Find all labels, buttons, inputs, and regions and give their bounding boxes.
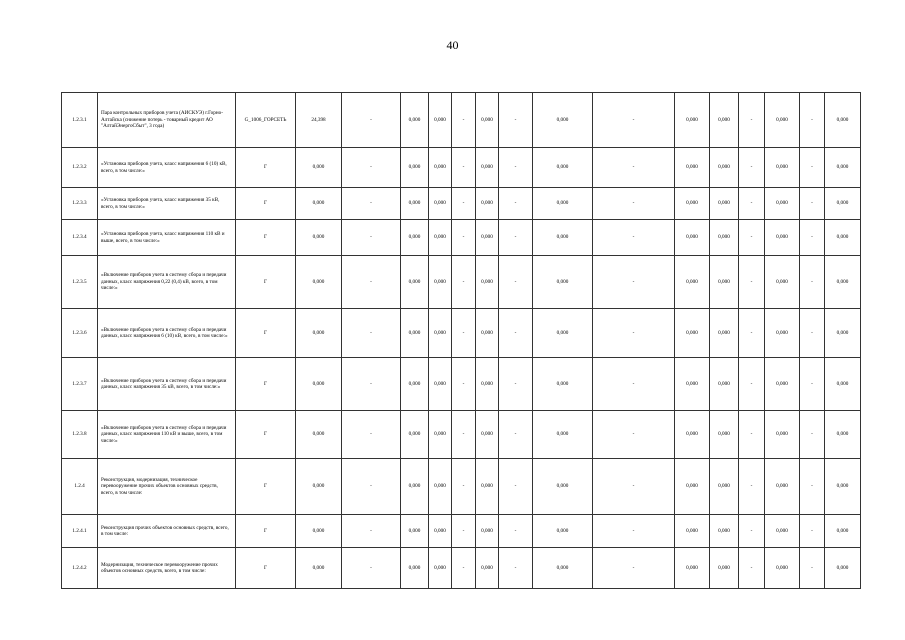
cell-c9: - xyxy=(593,548,675,589)
cell-c3: 0,000 xyxy=(401,548,429,589)
cell-c12: - xyxy=(739,515,765,548)
cell-c15: 0,000 xyxy=(825,358,861,411)
cell-c13: 0,000 xyxy=(765,459,800,515)
cell-c2: - xyxy=(342,515,401,548)
cell-c2: - xyxy=(342,188,401,220)
cell-c5: - xyxy=(452,459,476,515)
cell-c5: - xyxy=(452,515,476,548)
cell-c13: 0,000 xyxy=(765,548,800,589)
cell-c5: - xyxy=(452,220,476,256)
cell-c2: - xyxy=(342,358,401,411)
cell-c9: - xyxy=(593,256,675,309)
cell-c11: 0,000 xyxy=(710,220,739,256)
cell-c9: - xyxy=(593,515,675,548)
cell-code: 1.2.3.5 xyxy=(62,256,98,309)
cell-c6: 0,000 xyxy=(476,93,499,148)
cell-c15: 0,000 xyxy=(825,515,861,548)
cell-c9: - xyxy=(593,459,675,515)
cell-code: 1.2.3.2 xyxy=(62,148,98,188)
cell-code: 1.2.4.2 xyxy=(62,548,98,589)
cell-c14: - xyxy=(800,93,825,148)
cell-c3: 0,000 xyxy=(401,309,429,358)
cell-id: Г xyxy=(236,515,296,548)
cell-c13: 0,000 xyxy=(765,220,800,256)
cell-name: «Установка приборов учета, класс напряжения 35 кВ, всего, в том числе:» xyxy=(98,188,236,220)
cell-c7: - xyxy=(499,309,533,358)
cell-c10: 0,000 xyxy=(675,309,710,358)
cell-c7: - xyxy=(499,220,533,256)
cell-c11: 0,000 xyxy=(710,93,739,148)
cell-c7: - xyxy=(499,256,533,309)
cell-c11: 0,000 xyxy=(710,256,739,309)
cell-c6: 0,000 xyxy=(476,148,499,188)
cell-code: 1.2.3.6 xyxy=(62,309,98,358)
cell-c10: 0,000 xyxy=(675,548,710,589)
cell-c8: 0,000 xyxy=(533,256,593,309)
cell-c10: 0,000 xyxy=(675,148,710,188)
cell-c5: - xyxy=(452,358,476,411)
cell-c1: 0,000 xyxy=(296,220,342,256)
cell-c2: - xyxy=(342,309,401,358)
cell-c7: - xyxy=(499,548,533,589)
cell-c3: 0,000 xyxy=(401,459,429,515)
table-row xyxy=(62,548,861,589)
cell-c13: 0,000 xyxy=(765,256,800,309)
cell-c14: - xyxy=(800,411,825,459)
cell-c12: - xyxy=(739,459,765,515)
cell-c4: 0,000 xyxy=(429,220,452,256)
cell-c4: 0,000 xyxy=(429,256,452,309)
cell-c7: - xyxy=(499,515,533,548)
cell-c15: 0,000 xyxy=(825,256,861,309)
cell-c2: - xyxy=(342,148,401,188)
cell-id: G_1006_ГОРСЕТЬ xyxy=(236,93,296,148)
cell-c14: - xyxy=(800,548,825,589)
cell-c11: 0,000 xyxy=(710,548,739,589)
cell-c4: 0,000 xyxy=(429,93,452,148)
cell-c15: 0,000 xyxy=(825,93,861,148)
cell-c1: 0,000 xyxy=(296,459,342,515)
cell-c1: 24,398 xyxy=(296,93,342,148)
cell-c15: 0,000 xyxy=(825,411,861,459)
cell-id: Г xyxy=(236,188,296,220)
cell-c4: 0,000 xyxy=(429,188,452,220)
cell-c9: - xyxy=(593,188,675,220)
cell-c12: - xyxy=(739,411,765,459)
cell-c14: - xyxy=(800,148,825,188)
table-row xyxy=(62,148,861,188)
cell-c6: 0,000 xyxy=(476,309,499,358)
cell-c8: 0,000 xyxy=(533,309,593,358)
cell-c13: 0,000 xyxy=(765,515,800,548)
cell-c13: 0,000 xyxy=(765,309,800,358)
cell-c1: 0,000 xyxy=(296,515,342,548)
cell-c8: 0,000 xyxy=(533,548,593,589)
cell-c1: 0,000 xyxy=(296,548,342,589)
cell-c15: 0,000 xyxy=(825,309,861,358)
cell-c15: 0,000 xyxy=(825,220,861,256)
cell-c14: - xyxy=(800,515,825,548)
cell-c4: 0,000 xyxy=(429,309,452,358)
cell-c1: 0,000 xyxy=(296,411,342,459)
cell-c2: - xyxy=(342,548,401,589)
cell-name: «Включение приборов учета в систему сбора и передачи данных, класс напряжения 0,22 (0,4) кВ, всего, в том числе:» xyxy=(98,256,236,309)
cell-c14: - xyxy=(800,188,825,220)
cell-c7: - xyxy=(499,411,533,459)
cell-c9: - xyxy=(593,411,675,459)
cell-c10: 0,000 xyxy=(675,515,710,548)
cell-c7: - xyxy=(499,459,533,515)
cell-c5: - xyxy=(452,93,476,148)
cell-c8: 0,000 xyxy=(533,188,593,220)
cell-c4: 0,000 xyxy=(429,358,452,411)
cell-code: 1.2.3.8 xyxy=(62,411,98,459)
cell-c14: - xyxy=(800,220,825,256)
cell-name: Реконструкция прочих объектов основных средств, всего, в том числе: xyxy=(98,515,236,548)
cell-c4: 0,000 xyxy=(429,411,452,459)
cell-c4: 0,000 xyxy=(429,148,452,188)
cell-c8: 0,000 xyxy=(533,515,593,548)
cell-c11: 0,000 xyxy=(710,188,739,220)
cell-c15: 0,000 xyxy=(825,548,861,589)
cell-c6: 0,000 xyxy=(476,459,499,515)
cell-c10: 0,000 xyxy=(675,220,710,256)
cell-c7: - xyxy=(499,93,533,148)
cell-c10: 0,000 xyxy=(675,93,710,148)
cell-c3: 0,000 xyxy=(401,148,429,188)
cell-code: 1.2.4 xyxy=(62,459,98,515)
cell-id: Г xyxy=(236,548,296,589)
cell-id: Г xyxy=(236,358,296,411)
cell-id: Г xyxy=(236,459,296,515)
cell-c9: - xyxy=(593,93,675,148)
cell-c12: - xyxy=(739,148,765,188)
cell-c10: 0,000 xyxy=(675,358,710,411)
cell-c5: - xyxy=(452,309,476,358)
table-row xyxy=(62,256,861,309)
cell-id: Г xyxy=(236,220,296,256)
cell-c8: 0,000 xyxy=(533,411,593,459)
cell-c11: 0,000 xyxy=(710,459,739,515)
cell-code: 1.2.3.4 xyxy=(62,220,98,256)
cell-c15: 0,000 xyxy=(825,188,861,220)
cell-c5: - xyxy=(452,256,476,309)
cell-c12: - xyxy=(739,256,765,309)
cell-c3: 0,000 xyxy=(401,411,429,459)
cell-code: 1.2.3.7 xyxy=(62,358,98,411)
cell-c2: - xyxy=(342,93,401,148)
cell-c13: 0,000 xyxy=(765,93,800,148)
cell-c1: 0,000 xyxy=(296,148,342,188)
cell-c10: 0,000 xyxy=(675,459,710,515)
cell-id: Г xyxy=(236,411,296,459)
cell-c8: 0,000 xyxy=(533,220,593,256)
cell-c5: - xyxy=(452,411,476,459)
table-row xyxy=(62,515,861,548)
cell-id: Г xyxy=(236,256,296,309)
cell-c6: 0,000 xyxy=(476,515,499,548)
cell-c4: 0,000 xyxy=(429,459,452,515)
cell-c11: 0,000 xyxy=(710,358,739,411)
cell-c6: 0,000 xyxy=(476,220,499,256)
cell-name: Пара контрольных приборов учета (АИСКУЭ) г.Горно-Алтайска (снижение потерь - товарный кредит АО "АлтайЭнергоСбыт", 3 года) xyxy=(98,93,236,148)
cell-c2: - xyxy=(342,459,401,515)
cell-c12: - xyxy=(739,548,765,589)
cell-c12: - xyxy=(739,93,765,148)
cell-c6: 0,000 xyxy=(476,256,499,309)
cell-c3: 0,000 xyxy=(401,358,429,411)
cell-c13: 0,000 xyxy=(765,411,800,459)
cell-c5: - xyxy=(452,548,476,589)
cell-c6: 0,000 xyxy=(476,188,499,220)
table-row xyxy=(62,188,861,220)
cell-c10: 0,000 xyxy=(675,188,710,220)
cell-c3: 0,000 xyxy=(401,188,429,220)
cell-c14: - xyxy=(800,256,825,309)
cell-id: Г xyxy=(236,309,296,358)
cell-c6: 0,000 xyxy=(476,411,499,459)
cell-c9: - xyxy=(593,220,675,256)
cell-c7: - xyxy=(499,358,533,411)
cell-c12: - xyxy=(739,309,765,358)
table-row xyxy=(62,220,861,256)
cell-c1: 0,000 xyxy=(296,358,342,411)
cell-name: Реконструкция, модернизация, техническое перевооружение прочих объектов основных средств, всего, в том числе: xyxy=(98,459,236,515)
cell-name: «Включение приборов учета в систему сбора и передачи данных, класс напряжения 110 кВ и выше, всего, в том числе:» xyxy=(98,411,236,459)
cell-c3: 0,000 xyxy=(401,256,429,309)
cell-c2: - xyxy=(342,220,401,256)
table-row xyxy=(62,358,861,411)
cell-name: «Включение приборов учета в систему сбора и передачи данных, класс напряжения 6 (10) кВ, всего, в том числе:» xyxy=(98,309,236,358)
cell-c12: - xyxy=(739,220,765,256)
cell-code: 1.2.3.1 xyxy=(62,93,98,148)
cell-c11: 0,000 xyxy=(710,515,739,548)
cell-c10: 0,000 xyxy=(675,411,710,459)
cell-c1: 0,000 xyxy=(296,188,342,220)
cell-c13: 0,000 xyxy=(765,358,800,411)
cell-c1: 0,000 xyxy=(296,309,342,358)
cell-name: Модернизация, техническое перевооружение прочих объектов основных средств, всего, в том числе: xyxy=(98,548,236,589)
cell-c11: 0,000 xyxy=(710,148,739,188)
cell-c11: 0,000 xyxy=(710,309,739,358)
cell-c15: 0,000 xyxy=(825,148,861,188)
cell-c15: 0,000 xyxy=(825,459,861,515)
cell-c3: 0,000 xyxy=(401,515,429,548)
cell-c3: 0,000 xyxy=(401,93,429,148)
cell-c8: 0,000 xyxy=(533,148,593,188)
report-table xyxy=(61,92,861,589)
cell-c7: - xyxy=(499,148,533,188)
cell-c6: 0,000 xyxy=(476,548,499,589)
cell-c4: 0,000 xyxy=(429,548,452,589)
cell-id: Г xyxy=(236,148,296,188)
cell-c4: 0,000 xyxy=(429,515,452,548)
cell-c12: - xyxy=(739,188,765,220)
cell-c3: 0,000 xyxy=(401,220,429,256)
cell-c9: - xyxy=(593,309,675,358)
cell-c14: - xyxy=(800,309,825,358)
table-row xyxy=(62,459,861,515)
cell-c5: - xyxy=(452,148,476,188)
table-row xyxy=(62,309,861,358)
table-row xyxy=(62,93,861,148)
cell-c14: - xyxy=(800,459,825,515)
cell-code: 1.2.3.3 xyxy=(62,188,98,220)
cell-c9: - xyxy=(593,358,675,411)
cell-c13: 0,000 xyxy=(765,188,800,220)
cell-c11: 0,000 xyxy=(710,411,739,459)
cell-c13: 0,000 xyxy=(765,148,800,188)
cell-c7: - xyxy=(499,188,533,220)
cell-c6: 0,000 xyxy=(476,358,499,411)
cell-c8: 0,000 xyxy=(533,358,593,411)
cell-c8: 0,000 xyxy=(533,459,593,515)
cell-c2: - xyxy=(342,411,401,459)
cell-c1: 0,000 xyxy=(296,256,342,309)
page-number: 40 xyxy=(446,38,459,52)
cell-c2: - xyxy=(342,256,401,309)
cell-c12: - xyxy=(739,358,765,411)
table-row xyxy=(62,411,861,459)
cell-c10: 0,000 xyxy=(675,256,710,309)
cell-name: «Включение приборов учета в систему сбора и передачи данных, класс напряжения 35 кВ, всего, в том числе:» xyxy=(98,358,236,411)
cell-c5: - xyxy=(452,188,476,220)
cell-c9: - xyxy=(593,148,675,188)
cell-c14: - xyxy=(800,358,825,411)
cell-code: 1.2.4.1 xyxy=(62,515,98,548)
cell-c8: 0,000 xyxy=(533,93,593,148)
cell-name: «Установка приборов учета, класс напряжения 110 кВ и выше, всего, в том числе:» xyxy=(98,220,236,256)
cell-name: «Установка приборов учета, класс напряжения 6 (10) кВ, всего, в том числе:» xyxy=(98,148,236,188)
